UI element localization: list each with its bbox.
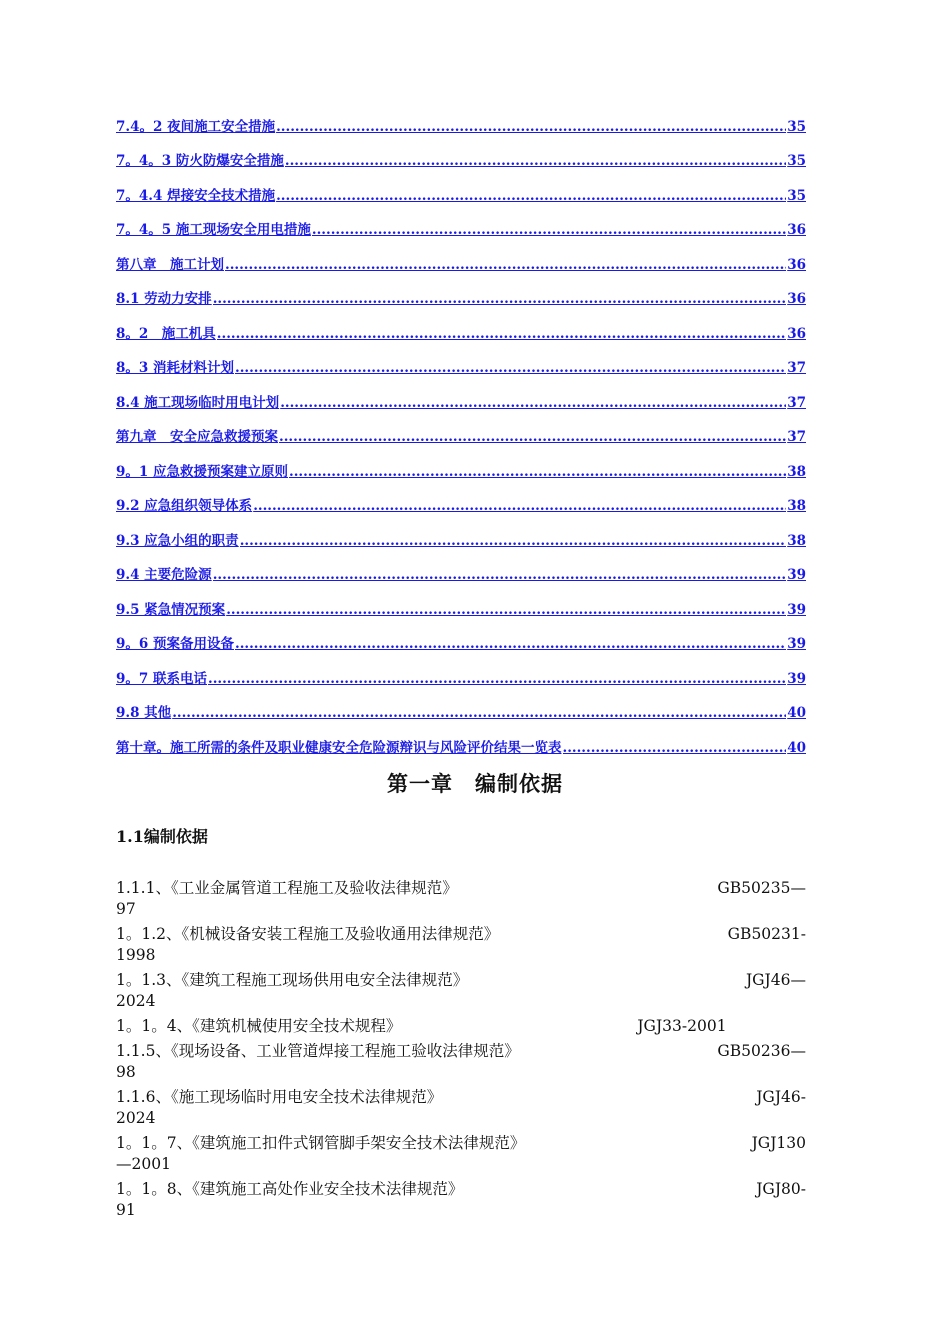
toc-leader-dots <box>208 671 786 687</box>
toc-entry-title: 8.1 劳动力安排 <box>116 291 212 307</box>
toc-entry-title: 7。4。5 施工现场安全用电措施 <box>116 222 311 238</box>
reference-code-continuation: 2024 <box>116 1109 156 1127</box>
reference-title: 1。1.3、《建筑工程施工现场供用电安全法律规范》 <box>116 971 469 989</box>
reference-list <box>116 874 806 1221</box>
toc-entry[interactable] <box>116 721 806 756</box>
toc-entry-page: 37 <box>787 429 806 445</box>
reference-code: GB50231- <box>727 925 806 943</box>
toc-entry-page: 39 <box>787 567 806 583</box>
reference-code-continuation: 2024 <box>116 992 156 1010</box>
toc-leader-dots <box>225 257 786 273</box>
toc-leader-dots <box>213 291 787 307</box>
reference-item <box>116 1129 806 1175</box>
toc-leader-dots <box>312 222 786 238</box>
toc-entry-title: 9.8 其他 <box>116 705 172 721</box>
toc-entry-page: 36 <box>787 256 806 273</box>
reference-item <box>116 920 806 966</box>
toc-entry-page: 39 <box>787 601 806 618</box>
table-of-contents <box>116 100 806 756</box>
toc-entry[interactable] <box>116 135 806 170</box>
toc-entry[interactable] <box>116 549 806 584</box>
reference-item <box>116 1083 806 1129</box>
reference-item <box>116 1012 806 1037</box>
reference-title: 1。1.2、《机械设备安装工程施工及验收通用法律规范》 <box>116 925 500 943</box>
toc-entry-title: 7。4.4 焊接安全技术措施 <box>116 187 276 204</box>
toc-entry-title: 7。4。3 防火防爆安全措施 <box>116 153 284 169</box>
toc-entry[interactable] <box>116 652 806 687</box>
reference-code-continuation: 1998 <box>116 946 156 964</box>
toc-entry-page: 36 <box>787 291 806 307</box>
toc-entry-title: 9.5 紧急情况预案 <box>116 601 226 618</box>
toc-entry-title: 第十章。施工所需的条件及职业健康安全危险源辩识与风险评价结果一览表 <box>116 739 562 756</box>
reference-title: 1。1。7、《建筑施工扣件式钢管脚手架安全技术法律规范》 <box>116 1134 526 1152</box>
toc-entry-title: 9。7 联系电话 <box>116 670 207 687</box>
toc-entry-page: 39 <box>787 636 806 652</box>
toc-entry-page: 39 <box>787 670 806 687</box>
reference-code: JGJ130 <box>751 1134 806 1152</box>
toc-leader-dots <box>235 360 786 376</box>
reference-title: 1.1.5、《现场设备、工业管道焊接工程施工验收法律规范》 <box>116 1042 520 1060</box>
toc-entry-page: 40 <box>787 705 806 721</box>
chapter-title: 第一章 编制依据 <box>387 771 563 796</box>
toc-entry[interactable] <box>116 238 806 273</box>
toc-leader-dots <box>563 740 787 756</box>
toc-leader-dots <box>172 705 786 721</box>
reference-item <box>116 966 806 1012</box>
reference-code-continuation: 98 <box>116 1063 136 1081</box>
toc-entry[interactable] <box>116 307 806 342</box>
toc-entry[interactable] <box>116 514 806 549</box>
toc-entry-title: 9.3 应急小组的职责 <box>116 532 239 549</box>
toc-entry-page: 36 <box>787 222 806 238</box>
reference-code: JGJ80- <box>756 1180 806 1198</box>
toc-entry-title: 9。6 预案备用设备 <box>116 636 234 652</box>
toc-entry-page: 37 <box>787 394 806 411</box>
reference-item <box>116 874 806 920</box>
toc-entry-page: 36 <box>787 325 806 342</box>
toc-entry[interactable] <box>116 100 806 135</box>
reference-item <box>116 1175 806 1221</box>
toc-entry-page: 35 <box>787 118 806 135</box>
toc-entry-title: 第九章 安全应急救援预案 <box>116 429 278 445</box>
reference-code: GB50236— <box>717 1042 806 1060</box>
toc-entry-title: 7.4。2 夜间施工安全措施 <box>116 118 276 135</box>
toc-leader-dots <box>217 326 786 342</box>
toc-leader-dots <box>285 153 786 169</box>
toc-entry-page: 38 <box>787 498 806 514</box>
reference-code: JGJ33-2001 <box>637 1017 727 1035</box>
toc-leader-dots <box>213 567 787 583</box>
reference-code: JGJ46- <box>756 1088 806 1106</box>
reference-title: 1。1。4、《建筑机械使用安全技术规程》 <box>116 1017 402 1035</box>
toc-entry-title: 9.4 主要危险源 <box>116 567 212 583</box>
toc-entry-page: 38 <box>787 463 806 480</box>
reference-code: GB50235— <box>717 879 806 897</box>
toc-leader-dots <box>240 533 787 549</box>
reference-code: JGJ46— <box>745 971 806 989</box>
toc-entry[interactable] <box>116 169 806 204</box>
toc-entry-page: 38 <box>787 532 806 549</box>
toc-entry[interactable] <box>116 618 806 653</box>
toc-leader-dots <box>280 395 786 411</box>
toc-entry[interactable] <box>116 411 806 446</box>
reference-code-continuation: 97 <box>116 900 136 918</box>
reference-code-continuation: 91 <box>116 1201 136 1219</box>
toc-entry-title: 8。2 施工机具 <box>116 325 216 342</box>
toc-leader-dots <box>289 464 786 480</box>
reference-title: 1.1.6、《施工现场临时用电安全技术法律规范》 <box>116 1088 443 1106</box>
toc-entry[interactable] <box>116 480 806 515</box>
toc-entry-page: 35 <box>787 187 806 204</box>
toc-entry[interactable] <box>116 342 806 377</box>
toc-entry-title: 第八章 施工计划 <box>116 256 224 273</box>
toc-leader-dots <box>226 602 786 618</box>
toc-entry[interactable] <box>116 273 806 308</box>
toc-entry-title: 9.2 应急组织领导体系 <box>116 498 253 514</box>
toc-leader-dots <box>279 429 786 445</box>
toc-entry-page: 40 <box>787 739 806 756</box>
toc-entry[interactable] <box>116 583 806 618</box>
toc-leader-dots <box>276 188 786 204</box>
toc-entry-title: 8.4 施工现场临时用电计划 <box>116 394 280 411</box>
toc-entry[interactable] <box>116 445 806 480</box>
toc-entry-title: 9。1 应急救援预案建立原则 <box>116 463 288 480</box>
reference-item <box>116 1037 806 1083</box>
toc-leader-dots <box>235 636 786 652</box>
toc-entry[interactable] <box>116 376 806 411</box>
reference-title: 1.1.1、《工业金属管道工程施工及验收法律规范》 <box>116 879 458 897</box>
reference-title: 1。1。8、《建筑施工高处作业安全技术法律规范》 <box>116 1180 464 1198</box>
toc-entry-title: 8。3 消耗材料计划 <box>116 360 234 376</box>
toc-leader-dots <box>276 119 786 135</box>
toc-leader-dots <box>253 498 786 514</box>
toc-entry[interactable] <box>116 204 806 239</box>
reference-code-continuation: —2001 <box>116 1155 171 1173</box>
toc-entry[interactable] <box>116 687 806 722</box>
section-title: 1.1编制依据 <box>116 827 208 846</box>
toc-entry-page: 35 <box>787 153 806 169</box>
toc-entry-page: 37 <box>787 360 806 376</box>
